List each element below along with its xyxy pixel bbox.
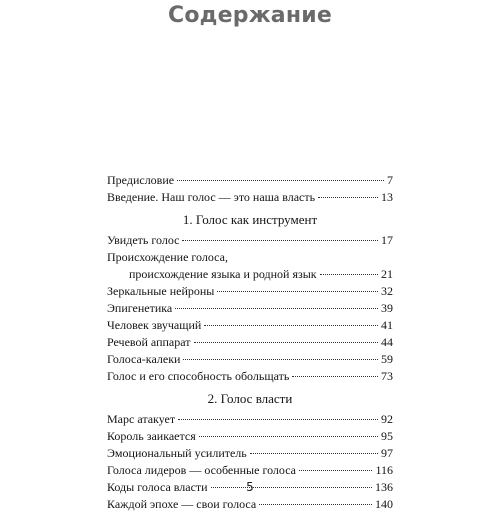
toc-entry: [107, 283, 393, 300]
toc-entry: [107, 411, 393, 428]
toc-entry-label: Каждой эпохе — свои голоса: [107, 497, 257, 511]
toc-entry-page: 136: [375, 480, 393, 494]
dot-leader: [217, 291, 378, 292]
toc-entry-page: 97: [381, 446, 393, 460]
toc-entry: [107, 300, 393, 317]
toc-entry-introduction: [107, 189, 393, 206]
toc-entry-page: 92: [381, 412, 393, 426]
toc-entry-label-continuation: происхождение языка и родной язык: [129, 267, 317, 281]
dot-leader: [250, 453, 378, 454]
toc-entry: [107, 445, 393, 462]
toc-entry-page: 59: [381, 352, 393, 366]
dot-leader: [292, 376, 378, 377]
table-of-contents: [107, 172, 393, 513]
toc-entry: [107, 496, 393, 513]
toc-entry-page: 21: [381, 267, 393, 281]
toc-entry-label: Речевой аппарат: [107, 335, 191, 349]
toc-entry-label: Голоса-калеки: [107, 352, 181, 366]
toc-entry-label: Зеркальные нейроны: [107, 284, 215, 298]
toc-entry-page: 32: [381, 284, 393, 298]
toc-entry: [107, 368, 393, 385]
toc-entry: [107, 462, 393, 479]
section-heading-2: 2. Голос власти: [207, 391, 293, 406]
toc-entry-label: Увидеть голос: [107, 233, 180, 247]
toc-entry-page: 44: [381, 335, 393, 349]
toc-entry-page: 13: [381, 190, 393, 204]
toc-entry: [107, 249, 393, 266]
dot-leader: [183, 359, 378, 360]
toc-entry-label: Голоса лидеров — особенные голоса: [107, 463, 296, 477]
toc-entry-label: Эпигенетика: [107, 301, 173, 315]
toc-entry: [107, 317, 393, 334]
toc-entry-label: Человек звучащий: [107, 318, 202, 332]
dot-leader: [175, 308, 378, 309]
dot-leader: [299, 470, 372, 471]
toc-entry-page: 17: [381, 233, 393, 247]
page-title: Содержание: [168, 3, 332, 28]
section-heading-1: 1. Голос как инструмент: [182, 212, 318, 227]
toc-entry-preface: [107, 172, 393, 189]
toc-entry-label: Голос и его способность обольщать: [107, 369, 290, 383]
toc-entry-label: Марс атакует: [107, 412, 176, 426]
toc-entry-page: 95: [381, 429, 393, 443]
toc-entry: [107, 351, 393, 368]
dot-leader: [178, 419, 378, 420]
toc-entry-page: 7: [387, 173, 393, 187]
page-number: 5: [246, 480, 254, 494]
dot-leader: [182, 240, 378, 241]
dot-leader: [318, 197, 378, 198]
toc-entry-label: Происхождение голоса,: [107, 250, 228, 264]
toc-entry-label: Эмоциональный усилитель: [107, 446, 247, 460]
dot-leader: [194, 342, 378, 343]
toc-entry-continuation: [107, 266, 393, 283]
dot-leader: [320, 274, 378, 275]
toc-entry-label: Предисловие: [107, 173, 175, 187]
toc-entry-page: 116: [375, 463, 393, 477]
dot-leader: [199, 436, 378, 437]
toc-entry-page: 140: [375, 497, 393, 511]
toc-entry-page: 41: [381, 318, 393, 332]
dot-leader: [177, 180, 384, 181]
toc-entry-label: Введение. Наш голос — это наша власть: [107, 190, 316, 204]
dot-leader: [259, 504, 372, 505]
toc-entry-page: 39: [381, 301, 393, 315]
toc-entry-page: 73: [381, 369, 393, 383]
toc-entry: [107, 428, 393, 445]
toc-entry: [107, 232, 393, 249]
dot-leader: [204, 325, 378, 326]
toc-entry-label: Король заикается: [107, 429, 196, 443]
toc-entry-label: Коды голоса власти: [107, 480, 208, 494]
toc-entry: [107, 334, 393, 351]
